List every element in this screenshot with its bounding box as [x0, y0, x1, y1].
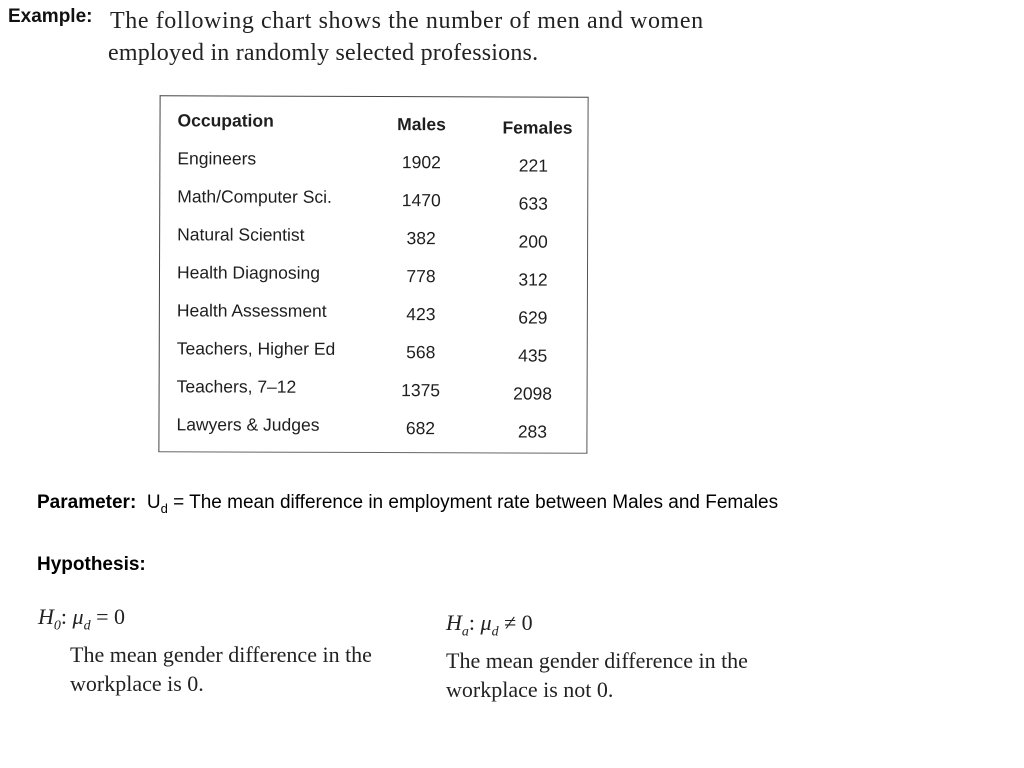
alt-description-line-1: The mean gender difference in the	[446, 648, 748, 674]
alt-hypothesis-equation: $H_a$: $\mu_d \ne 0$	[446, 610, 533, 640]
table-cell-occupation: Math/Computer Sci.	[177, 186, 332, 207]
table-cell-males: 423	[406, 304, 436, 325]
example-label: Example:	[8, 6, 93, 27]
parameter-label: Parameter:	[37, 492, 137, 513]
null-hypothesis-equation: $H_0$: $\mu_d = 0$	[38, 604, 125, 634]
employment-table	[158, 95, 588, 453]
null-description-line-2: workplace is 0.	[70, 671, 204, 697]
table-cell-females: 2098	[513, 383, 553, 404]
parameter-text: = The mean difference in employment rate between Males and Females	[167, 492, 779, 513]
alt-description-line-2: workplace is not 0.	[446, 677, 614, 703]
column-header-occupation: Occupation	[177, 110, 274, 131]
parameter-statement	[37, 492, 778, 516]
table-cell-males: 1375	[401, 380, 441, 401]
null-h-symbol: H	[38, 604, 54, 629]
table-cell-females: 221	[518, 155, 549, 176]
table-cell-males: 382	[406, 228, 436, 249]
alt-relation: ≠ 0	[504, 610, 533, 635]
table-cell-occupation: Lawyers & Judges	[176, 414, 320, 435]
parameter-symbol: U	[146, 492, 161, 513]
alt-h-symbol: H	[446, 610, 462, 635]
column-header-females: Females	[502, 117, 573, 138]
alt-mu-subscript: d	[491, 624, 499, 640]
table-cell-females: 629	[518, 307, 548, 328]
table-cell-females: 312	[518, 269, 548, 290]
null-mu-subscript: d	[83, 618, 91, 634]
null-h-subscript: 0	[53, 618, 61, 634]
table-cell-females: 283	[517, 421, 548, 442]
table-cell-occupation: Engineers	[177, 148, 257, 169]
table-cell-females: 435	[518, 345, 548, 366]
table-cell-males: 778	[406, 266, 436, 287]
column-header-males: Males	[397, 114, 446, 135]
table-cell-males: 682	[405, 418, 436, 439]
table-cell-males: 568	[406, 342, 436, 363]
mu-symbol: μ	[72, 604, 84, 629]
alt-h-subscript: a	[461, 624, 469, 640]
table-cell-occupation: Teachers, Higher Ed	[176, 338, 336, 359]
null-description-line-1: The mean gender difference in the	[70, 642, 372, 668]
table-cell-males: 1470	[401, 190, 441, 211]
table-cell-females: 633	[518, 193, 548, 214]
table-cell-males: 1902	[401, 152, 441, 173]
table-cell-occupation: Teachers, 7–12	[176, 376, 297, 397]
table-cell-females: 200	[518, 231, 548, 252]
hypothesis-label: Hypothesis:	[37, 554, 146, 575]
table-cell-occupation: Natural Scientist	[177, 224, 305, 245]
table-cell-occupation: Health Assessment	[176, 300, 327, 321]
null-relation: = 0	[96, 604, 125, 629]
parameter-subscript: d	[160, 500, 168, 516]
table-cell-occupation: Health Diagnosing	[176, 262, 321, 283]
null-hypothesis	[38, 602, 372, 698]
alternative-hypothesis	[446, 608, 748, 704]
mu-symbol: μ	[480, 610, 492, 635]
intro-text-line-2: employed in randomly selected professions.	[108, 40, 539, 66]
intro-text-line-1: The following chart shows the number of men and women	[110, 8, 704, 34]
